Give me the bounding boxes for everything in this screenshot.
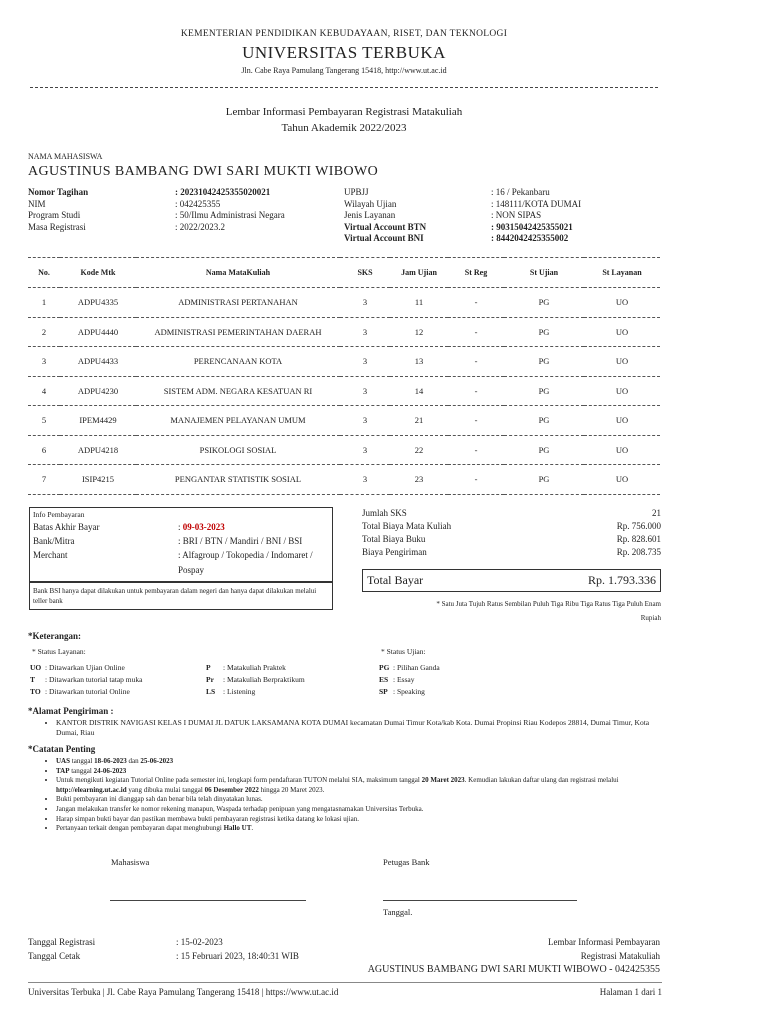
cell: 3 [340,406,390,436]
cell: 3 [340,288,390,318]
cell: SISTEM ADM. NEGARA KESATUAN RI [136,376,340,406]
status-layanan-list-2 [206,662,305,698]
cell: PG [504,376,584,406]
cell: PG [504,288,584,318]
status-layanan-title: * Status Layanan: [32,647,86,656]
list-item: • Harap simpan bukti bayar dan pastikan membawa bukti pembayaran registrasi ketika datang ke lokasi ujian. [56,815,662,825]
legend-row: UO : Ditawarkan Ujian Online [30,663,125,672]
cell: 13 [390,347,448,377]
bank-value: : BRI / BTN / Mandiri / BNI / BSI [178,536,303,546]
payment-info-title: Info Pembayaran [33,510,85,519]
cell: 3 [340,317,390,347]
merchant-value-continued: Pospay [178,565,205,575]
cell: PG [504,347,584,377]
keterangan-title: *Keterangan: [28,631,81,641]
page-footer-address: Universitas Terbuka | Jl. Cabe Raya Pamulang Tangerang 15418 | https://www.ut.ac.id [28,987,339,997]
legend-row: P : Matakuliah Praktek [206,663,286,672]
info-row: Wilayah Ujian : 148111/KOTA DUMAI [344,198,582,209]
page-number: Halaman 1 dari 1 [599,987,662,997]
cell: 1 [28,288,60,318]
cell: 3 [28,347,60,377]
cell: 3 [340,376,390,406]
cell: ADPU4218 [60,435,136,465]
catatan-list [40,757,662,834]
registration-dates [28,935,299,963]
bank-signature-line [383,900,577,901]
amount-in-words: * Satu Juta Tujuh Ratus Sembilan Puluh Tiga Ribu Tiga Ratus Tiga Puluh Enam Rupiah [436,600,661,622]
cell: 3 [340,347,390,377]
info-row: Tanggal Registrasi : 15-02-2023 [28,937,223,947]
cell: UO [584,347,660,377]
doc-title: Lembar Informasi Pembayaran Registrasi Matakuliah [225,106,463,118]
university-name: UNIVERSITAS TERBUKA [242,43,446,62]
cell: PG [504,465,584,495]
total-payment-box [362,569,661,592]
column-header: St Reg [448,258,504,288]
status-ujian-title: * Status Ujian: [381,647,426,656]
cell: - [448,317,504,347]
cell: 12 [390,317,448,347]
cell: 3 [340,465,390,495]
cell: 6 [28,435,60,465]
ministry-name: KEMENTERIAN PENDIDIKAN KEBUDAYAAN, RISET, DAN TEKNOLOGI [180,29,508,39]
info-row: Program Studi : 50/Ilmu Administrasi Negara [28,210,285,220]
cell: UO [584,317,660,347]
legend-row: PG : Pilihan Ganda [379,663,440,672]
cell: - [448,288,504,318]
cell: PG [504,435,584,465]
cell: 5 [28,406,60,436]
info-row: Nomor Tagihan : 20231042425355020021 [28,187,271,197]
cell: IPEM4429 [60,406,136,436]
student-name: AGUSTINUS BAMBANG DWI SARI MUKTI WIBOWO [28,164,379,179]
cell: UO [584,288,660,318]
cell: UO [584,465,660,495]
total-payment-label: Total Bayar [367,573,424,587]
cell: - [448,347,504,377]
cell: - [448,435,504,465]
cell: - [448,406,504,436]
document-summary: Lembar Informasi Pembayaran Registrasi Matakuliah AGUSTINUS BAMBANG DWI SARI MUKTI WIBOWO - 042425355 [367,937,660,975]
catatan-title: *Catatan Penting [28,744,96,754]
university-address: Jln. Cabe Raya Pamulang Tangerang 15418, http://www.ut.ac.id [241,66,447,75]
legend-row: TO : Ditawarkan tutorial Online [30,687,130,696]
cell: ADMINISTRASI PEMERINTAHAN DAERAH [136,317,340,347]
info-row: Virtual Account BNI : 8442042425355002 [344,233,569,243]
legend-row: ES : Essay [379,675,415,684]
info-row: Jenis Layanan : NON SIPAS [344,210,542,220]
table-row [28,347,660,377]
cell: 7 [28,465,60,495]
list-item: • UAS tanggal 18-06-2023 dan 25-06-2023 [56,757,662,767]
total-row: Biaya Pengiriman Rp. 208.735 [362,547,661,557]
total-row: Total Biaya Mata Kuliah Rp. 756.000 [362,521,661,531]
cell: ADPU4335 [60,288,136,318]
cell: ADMINISTRASI PERTANAHAN [136,288,340,318]
table-row [28,406,660,436]
bank-signature-label: Petugas Bank [383,857,430,867]
legend-row: Pr : Matakuliah Berpraktikum [206,675,305,684]
cell: PERENCANAAN KOTA [136,347,340,377]
cell: ADPU4433 [60,347,136,377]
info-row: NIM : 042425355 [28,198,221,209]
cell: MANAJEMEN PELAYANAN UMUM [136,406,340,436]
cell: ADPU4230 [60,376,136,406]
list-item: • TAP tanggal 24-06-2023 [56,767,662,777]
table-row [28,376,660,406]
column-header: SKS [340,258,390,288]
footer-divider [28,982,662,983]
status-layanan-list [30,662,142,698]
cell: ISIP4215 [60,465,136,495]
info-row: Tanggal Cetak : 15 Februari 2023, 18:40:31 WIB [28,951,299,961]
cell: - [448,376,504,406]
cell: 4 [28,376,60,406]
info-row: Masa Registrasi : 2022/2023.2 [28,221,226,232]
bsi-note-box [29,582,333,610]
alamat-list [40,718,662,738]
course-table [28,257,660,495]
total-row: Jumlah SKS 21 [362,508,661,518]
list-item: • Bukti pembayaran ini dianggap sah dan benar bila telah dinyatakan lunas. [56,795,662,805]
total-row: Total Biaya Buku Rp. 828.601 [362,534,661,544]
merchant-value: : Alfagroup / Tokopedia / Indomaret / [178,550,313,560]
cell: 21 [390,406,448,436]
legend-row: SP : Speaking [379,687,425,696]
info-row: Virtual Account BTN : 90315042425355021 [344,221,573,232]
list-item: • Jangan melakukan transfer ke nomor rekening manapun, Waspada terhadap penipuan yang mengatasnamakan Universitas Terbuka. [56,805,662,815]
cell: PSIKOLOGI SOSIAL [136,435,340,465]
cell: PENGANTAR STATISTIK SOSIAL [136,465,340,495]
column-header: No. [28,258,60,288]
info-row: UPBJJ : 16 / Pekanbaru [344,187,550,197]
column-header: Jam Ujian [390,258,448,288]
totals-list [362,507,661,559]
column-header: Nama MataKuliah [136,258,340,288]
cell: 23 [390,465,448,495]
bank-label: Bank/Mitra [33,536,75,546]
status-ujian-list [379,662,440,698]
doc-subtitle: Tahun Akademik 2022/2023 [281,122,407,134]
deadline-label: Batas Akhir Bayar [33,522,100,532]
cell: 11 [390,288,448,318]
cell: 22 [390,435,448,465]
student-name-label: NAMA MAHASISWA [28,152,103,161]
legend-row: T : Ditawarkan tutorial tatap muka [30,675,143,684]
cell: - [448,465,504,495]
header-divider [30,87,658,88]
cell: UO [584,435,660,465]
payment-info-box [29,507,333,582]
cell: UO [584,406,660,436]
cell: PG [504,406,584,436]
total-payment-value: Rp. 1.793.336 [587,573,656,587]
cell: 2 [28,317,60,347]
column-header: Kode Mtk [60,258,136,288]
column-header: St Layanan [584,258,660,288]
student-info-left [28,187,285,233]
bsi-note: Bank BSI hanya dapat dilakukan untuk pembayaran dalam negeri dan hanya dapat dilakukan melalui teller bank [33,587,317,605]
table-row [28,288,660,318]
student-info-right [344,187,581,245]
table-row [28,435,660,465]
legend-row: LS : Listening [206,687,256,696]
cell: PG [504,317,584,347]
cell: UO [584,376,660,406]
list-item: • Pertanyaan terkait dengan pembayaran dapat menghubungi Hallo UT. [56,824,662,834]
alamat-title: *Alamat Pengiriman : [28,706,114,716]
merchant-label: Merchant [33,550,68,560]
signature-date-label: Tanggal. [383,907,413,917]
alamat-text: • KANTOR DISTRIK NAVIGASI KELAS I DUMAI JL DATUK LAKSAMANA KOTA DUMAI kecamatan Dumai Timur Kota/kab Kota. Dumai Propinsi Riau Kodepos 28814, Dumai Timur, Kota Dumai, Riau [56,718,662,738]
deadline-value: : 09-03-2023 [178,522,225,532]
student-signature-line [110,900,306,901]
cell: ADPU4440 [60,317,136,347]
table-row [28,465,660,495]
table-row [28,317,660,347]
table-header-row [28,258,660,288]
cell: 3 [340,435,390,465]
list-item: • Untuk mengikuti kegiatan Tutorial Online pada semester ini, lengkapi form pendaftaran TUTON melalui SIA, maksimum tanggal 20 Maret 2023. Kemudian lakukan daftar ulang dan registrasi melalui http://elearning.ut.ac.id yang dibuka mulai tanggal 06 Desember 2022 hingga 20 Maret 2023. [56,776,662,795]
student-signature-label: Mahasiswa [111,857,150,867]
column-header: St Ujian [504,258,584,288]
cell: 14 [390,376,448,406]
